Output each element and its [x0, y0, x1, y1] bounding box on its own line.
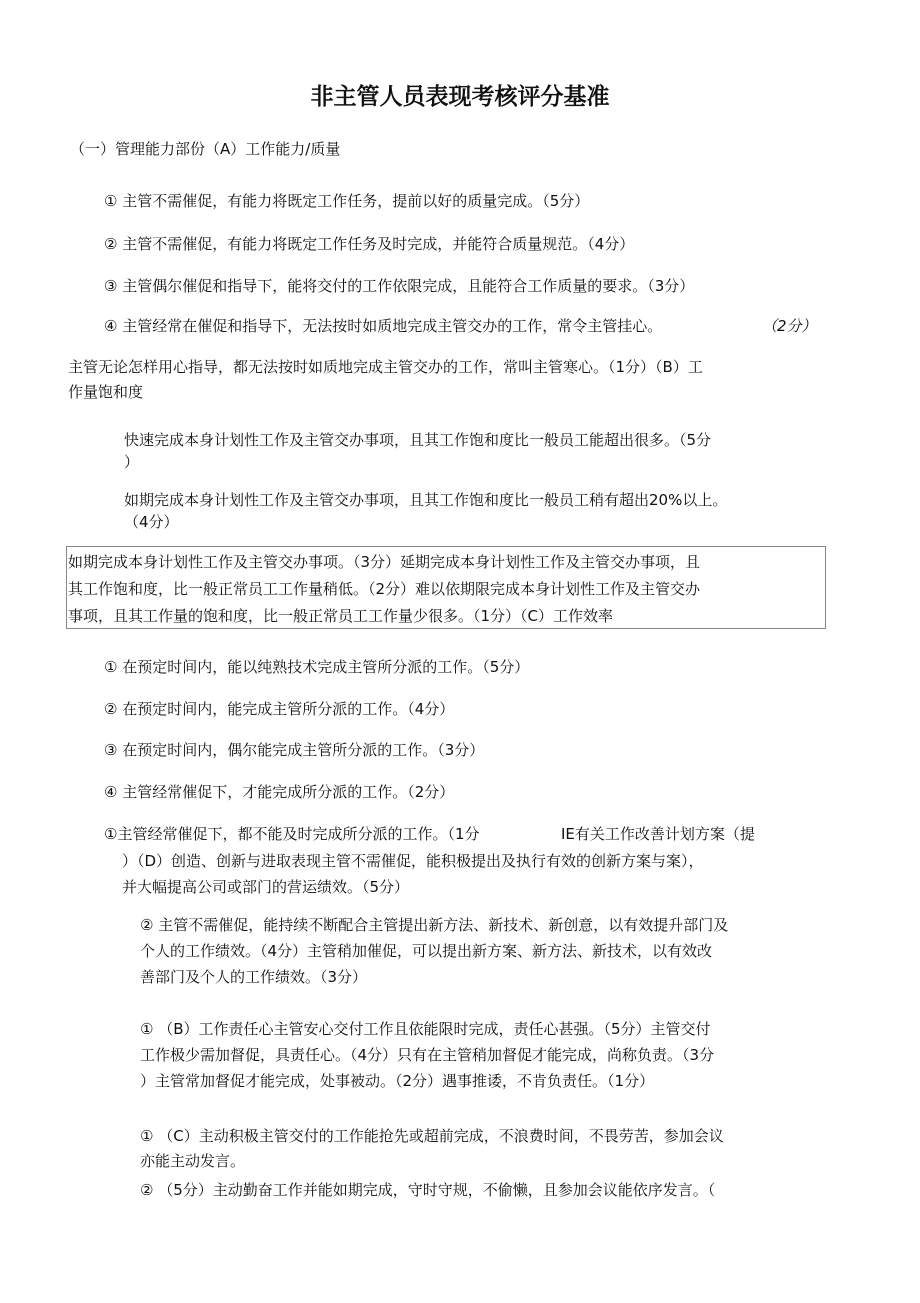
criterion-a3: ③ 主管偶尔催促和指导下，能将交付的工作依限完成，且能符合工作质量的要求。（3分）	[104, 277, 695, 295]
criterion-a1: ① 主管不需催促，有能力将既定工作任务，提前以好的质量完成。（5分）	[104, 192, 590, 210]
boxed-line-3: 事项，且其工作量的饱和度，比一般正常员工工作量少很多。（1分）（C）工作效率	[68, 607, 614, 625]
initiative-line3: ② （5分）主动勤奋工作并能如期完成，守时守规，不偷懒，且参加会议能依序发言。（	[140, 1181, 716, 1199]
boxed-line-2: 其工作饱和度，比一般正常员工工作量稍低。（2分）难以依期限完成本身计划性工作及主管交办	[68, 580, 701, 598]
criterion-b2-line2: （4分）	[124, 513, 179, 531]
criterion-a4-score: （2分）	[762, 317, 817, 335]
section-heading: （一）管理能力部份（A）工作能力/质量	[70, 140, 341, 158]
improvement-plan-fragment: IE有关工作改善计划方案（提	[561, 825, 755, 843]
criterion-a5-line1: 主管无论怎样用心指导，都无法按时如质地完成主管交办的工作，常叫主管寒心。（1分）（B）工	[68, 358, 703, 376]
criterion-d2-line3: 善部门及个人的工作绩效。（3分）	[140, 968, 368, 986]
criterion-c5: ①主管经常催促下，都不能及时完成所分派的工作。（1分	[104, 825, 480, 843]
criterion-b2-line1: 如期完成本身计划性工作及主管交办事项，且其工作饱和度比一般员工稍有超出20%以上。	[124, 491, 728, 509]
criterion-c2: ② 在预定时间内，能完成主管所分派的工作。（4分）	[104, 700, 455, 718]
criterion-b1-line1: 快速完成本身计划性工作及主管交办事项，且其工作饱和度比一般员工能超出很多。（5分	[124, 431, 712, 449]
criterion-d2-line2: 个人的工作绩效。（4分）主管稍加催促，可以提出新方案、新方法、新技术，以有效改	[140, 942, 713, 960]
criterion-b1-line2: ）	[124, 453, 140, 471]
boxed-line-1: 如期完成本身计划性工作及主管交办事项。（3分）延期完成本身计划性工作及主管交办事项，且	[68, 553, 701, 571]
criterion-c1: ① 在预定时间内，能以纯熟技术完成主管所分派的工作。（5分）	[104, 658, 530, 676]
page-title: 非主管人员表现考核评分基准	[310, 84, 610, 110]
responsibility-line1: ① （B）工作责任心主管安心交付工作且依能限时完成，责任心甚强。（5分）主管交付	[140, 1020, 711, 1038]
criterion-d-line2: 并大幅提高公司或部门的营运绩效。（5分）	[122, 878, 410, 896]
initiative-line2: 亦能主动发言。	[140, 1152, 246, 1170]
criterion-a5-line2: 作量饱和度	[68, 383, 144, 401]
criterion-d-line1: ）（D）创造、创新与进取表现主管不需催促，能积极提出及执行有效的创新方案与案），	[122, 852, 704, 870]
criterion-d2-line1: ② 主管不需催促，能持续不断配合主管提出新方法、新技术、新创意，以有效提升部门及	[140, 916, 729, 934]
responsibility-line3: ）主管常加督促才能完成，处事被动。（2分）遇事推诿，不肯负责任。（1分）	[140, 1072, 655, 1090]
initiative-line1: ① （C）主动积极主管交付的工作能抢先或超前完成，不浪费时间，不畏劳苦，参加会议	[140, 1127, 724, 1145]
criterion-c3: ③ 在预定时间内，偶尔能完成主管所分派的工作。（3分）	[104, 741, 485, 759]
criterion-a4: ④ 主管经常在催促和指导下，无法按时如质地完成主管交办的工作，常令主管挂心。	[104, 317, 663, 335]
responsibility-line2: 工作极少需加督促，具责任心。（4分）只有在主管稍加督促才能完成，尚称负责。（3分	[140, 1046, 715, 1064]
criterion-c4: ④ 主管经常催促下，才能完成所分派的工作。（2分）	[104, 783, 455, 801]
criterion-a2: ② 主管不需催促，有能力将既定工作任务及时完成，并能符合质量规范。（4分）	[104, 235, 635, 253]
